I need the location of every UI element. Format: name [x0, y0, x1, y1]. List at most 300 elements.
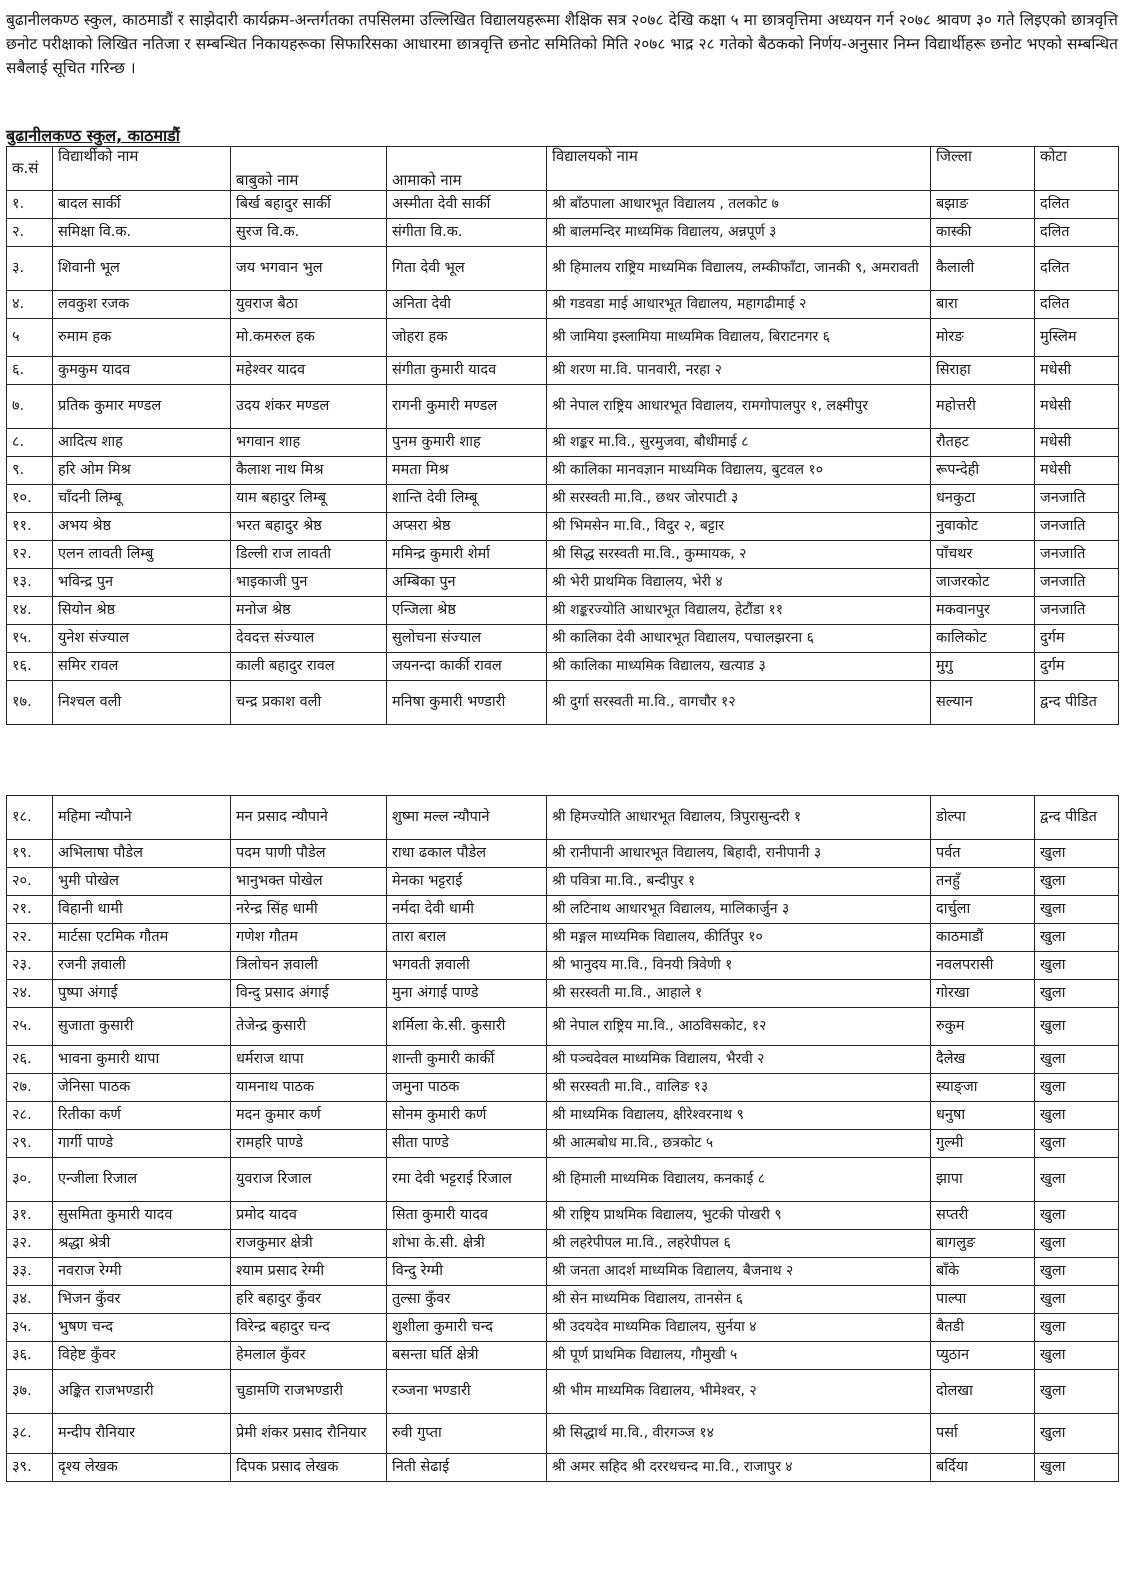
cell-quota: खुला	[1035, 1286, 1119, 1314]
cell-district: बैतडी	[931, 1314, 1035, 1342]
cell-district: रुकुम	[931, 1008, 1035, 1046]
table-row	[7, 569, 1119, 597]
cell-district: बारा	[931, 291, 1035, 319]
cell-mother: शोभा के.सी. क्षेत्री	[387, 1230, 547, 1258]
cell-mother: तुल्सा कुँवर	[387, 1286, 547, 1314]
cell-quota: खुला	[1035, 1046, 1119, 1074]
cell-district: जाजरकोट	[931, 569, 1035, 597]
cell-school: श्री कालिका देवी आधारभूत विद्यालय, पचालझरना ६	[547, 625, 931, 653]
cell-school: श्री जामिया इस्लामिया माध्यमिक विद्यालय, बिराटनगर ६	[547, 319, 931, 357]
cell-district: डोल्पा	[931, 796, 1035, 840]
table-row	[7, 1102, 1119, 1130]
cell-school: श्री हिमाली माध्यमिक विद्यालय, कनकाई ८	[547, 1158, 931, 1202]
header-student: विद्यार्थीको नाम	[53, 147, 231, 191]
cell-sn: ३७.	[7, 1370, 53, 1414]
cell-sn: २४.	[7, 980, 53, 1008]
table-row	[7, 868, 1119, 896]
cell-mother: रञ्जना भण्डारी	[387, 1370, 547, 1414]
cell-student: नवराज रेग्मी	[53, 1258, 231, 1286]
cell-district: तनहुँ	[931, 868, 1035, 896]
table-row	[7, 1202, 1119, 1230]
cell-student: विहानी धामी	[53, 896, 231, 924]
cell-quota: खुला	[1035, 1008, 1119, 1046]
cell-student: रितीका कर्ण	[53, 1102, 231, 1130]
cell-sn: ३५.	[7, 1314, 53, 1342]
cell-district: सिराहा	[931, 357, 1035, 385]
cell-sn: २०.	[7, 868, 53, 896]
cell-sn: ३९.	[7, 1454, 53, 1482]
cell-district: कास्की	[931, 219, 1035, 247]
cell-student: सियोन श्रेष्ठ	[53, 597, 231, 625]
cell-school: श्री सिद्धार्थ मा.वि., वीरगञ्ज १४	[547, 1414, 931, 1454]
cell-father: हेमलाल कुँवर	[231, 1342, 387, 1370]
cell-school: श्री मङ्गल माध्यमिक विद्यालय, कीर्तिपुर १०	[547, 924, 931, 952]
cell-sn: २८.	[7, 1102, 53, 1130]
cell-father: मदन कुमार कर्ण	[231, 1102, 387, 1130]
cell-district: पर्सा	[931, 1414, 1035, 1454]
cell-district: नवलपरासी	[931, 952, 1035, 980]
cell-school: श्री भीम माध्यमिक विद्यालय, भीमेश्वर, २	[547, 1370, 931, 1414]
cell-mother: जयनन्दा कार्की रावल	[387, 653, 547, 681]
cell-district: पर्वत	[931, 840, 1035, 868]
cell-quota: जनजाति	[1035, 597, 1119, 625]
cell-student: भावना कुमारी थापा	[53, 1046, 231, 1074]
header-father: बाबुको नाम	[231, 147, 387, 191]
header-quota: कोटा	[1035, 147, 1119, 191]
cell-quota: खुला	[1035, 1130, 1119, 1158]
cell-school: श्री हिमज्योति आधारभूत विद्यालय, त्रिपुरासुन्दरी १	[547, 796, 931, 840]
cell-school: श्री अमर सहिद श्री दररथचन्द मा.वि., राजापुर ४	[547, 1454, 931, 1482]
cell-quota: मधेसी	[1035, 357, 1119, 385]
cell-father: यामनाथ पाठक	[231, 1074, 387, 1102]
cell-father: चुडामणि राजभण्डारी	[231, 1370, 387, 1414]
cell-quota: खुला	[1035, 1102, 1119, 1130]
cell-father: भाइकाजी पुन	[231, 569, 387, 597]
cell-father: युवराज रिजाल	[231, 1158, 387, 1202]
table-row	[7, 291, 1119, 319]
cell-quota: खुला	[1035, 868, 1119, 896]
cell-district: दार्चुला	[931, 896, 1035, 924]
cell-student: एन्जीला रिजाल	[53, 1158, 231, 1202]
cell-mother: अनिता देवी	[387, 291, 547, 319]
cell-school: श्री दुर्गा सरस्वती मा.वि., वागचौर १२	[547, 681, 931, 725]
cell-father: चन्द्र प्रकाश वली	[231, 681, 387, 725]
cell-school: श्री नेपाल राष्ट्रिय मा.वि., आठविसकोट, १२	[547, 1008, 931, 1046]
cell-sn: ४.	[7, 291, 53, 319]
cell-student: हरि ओम मिश्र	[53, 457, 231, 485]
cell-father: डिल्ली राज लावती	[231, 541, 387, 569]
cell-father: मन प्रसाद न्यौपाने	[231, 796, 387, 840]
cell-quota: खुला	[1035, 1342, 1119, 1370]
table-row	[7, 541, 1119, 569]
cell-mother: शान्ती कुमारी कार्की	[387, 1046, 547, 1074]
cell-district: मकवानपुर	[931, 597, 1035, 625]
cell-sn: २९.	[7, 1130, 53, 1158]
cell-student: गार्गी पाण्डे	[53, 1130, 231, 1158]
cell-district: बागलुङ	[931, 1230, 1035, 1258]
cell-mother: निती सेढाई	[387, 1454, 547, 1482]
cell-father: देवदत्त संज्याल	[231, 625, 387, 653]
cell-sn: ७.	[7, 385, 53, 429]
cell-sn: ११.	[7, 513, 53, 541]
cell-district: धनकुटा	[931, 485, 1035, 513]
cell-district: स्याङ्जा	[931, 1074, 1035, 1102]
cell-district: मुगु	[931, 653, 1035, 681]
cell-mother: अम्बिका पुन	[387, 569, 547, 597]
cell-district: धनुषा	[931, 1102, 1035, 1130]
cell-student: चाँदनी लिम्बू	[53, 485, 231, 513]
cell-quota: खुला	[1035, 1314, 1119, 1342]
cell-sn: १०.	[7, 485, 53, 513]
header-mother: आमाको नाम	[387, 147, 547, 191]
cell-quota: मधेसी	[1035, 385, 1119, 429]
cell-quota: खुला	[1035, 1454, 1119, 1482]
cell-district: कैलाली	[931, 247, 1035, 291]
cell-student: पुष्पा अंगाई	[53, 980, 231, 1008]
cell-district: पाँचथर	[931, 541, 1035, 569]
table-row	[7, 1286, 1119, 1314]
cell-sn: १८.	[7, 796, 53, 840]
cell-father: प्रमोद यादव	[231, 1202, 387, 1230]
cell-sn: १२.	[7, 541, 53, 569]
cell-student: जेनिसा पाठक	[53, 1074, 231, 1102]
cell-school: श्री नेपाल राष्ट्रिय आधारभूत विद्यालय, रामगोपालपुर १, लक्ष्मीपुर	[547, 385, 931, 429]
cell-school: श्री लटिनाथ आधारभूत विद्यालय, मालिकार्जुन ३	[547, 896, 931, 924]
cell-mother: नर्मदा देवी धामी	[387, 896, 547, 924]
cell-school: श्री सरस्वती मा.वि., आहाले १	[547, 980, 931, 1008]
cell-school: श्री रानीपानी आधारभूत विद्यालय, बिहादी, रानीपानी ३	[547, 840, 931, 868]
cell-father: दिपक प्रसाद लेखक	[231, 1454, 387, 1482]
cell-mother: शान्ति देवी लिम्बू	[387, 485, 547, 513]
cell-quota: मधेसी	[1035, 429, 1119, 457]
table-body-part2	[7, 796, 1119, 1482]
cell-mother: अस्मीता देवी सार्की	[387, 191, 547, 219]
table-row	[7, 319, 1119, 357]
table-row	[7, 247, 1119, 291]
cell-sn: ९.	[7, 457, 53, 485]
cell-student: अभिलाषा पौडेल	[53, 840, 231, 868]
cell-quota: दलित	[1035, 219, 1119, 247]
cell-student: आदित्य शाह	[53, 429, 231, 457]
cell-mother: रुवी गुप्ता	[387, 1414, 547, 1454]
cell-student: मार्टसा एटमिक गौतम	[53, 924, 231, 952]
notice-intro: बुढानीलकण्ठ स्कुल, काठमाडौं र साझेदारी कार्यक्रम-अन्तर्गतका तपसिलमा उल्लिखित विद्यालयहरूमा शैक्षिक सत्र २०७८ देखि कक्षा ५ मा छात्रवृत्तिमा अध्ययन गर्न २०७८ श्रावण ३० गते लिइएको छात्रवृत्ति छनोट परीक्षाको लिखित नतिजा र सम्बन्धित निकायहरूका सिफारिसका आधारमा छात्रवृत्ति छनोट समितिको मिति २०७८ भाद्र २८ गतेको बैठकको निर्णय-अनुसार निम्न विद्यार्थीहरू छनोट भएको सम्बन्धित सबैलाई सूचित गरिन्छ ।	[6, 11, 1118, 77]
cell-father: उदय शंकर मण्डल	[231, 385, 387, 429]
cell-school: श्री शङ्कर मा.वि., सुरमुजवा, बौधीमाई ८	[547, 429, 931, 457]
cell-father: तेजेन्द्र कुसारी	[231, 1008, 387, 1046]
cell-father: भरत बहादुर श्रेष्ठ	[231, 513, 387, 541]
table-header-row	[7, 147, 1119, 191]
cell-sn: २१.	[7, 896, 53, 924]
cell-student: युनेश संज्याल	[53, 625, 231, 653]
table-row	[7, 1258, 1119, 1286]
cell-district: बाँके	[931, 1258, 1035, 1286]
table-row	[7, 1342, 1119, 1370]
table-row	[7, 485, 1119, 513]
cell-mother: शुष्मा मल्ल न्यौपाने	[387, 796, 547, 840]
cell-mother: रागनी कुमारी मण्डल	[387, 385, 547, 429]
cell-student: दृश्य लेखक	[53, 1454, 231, 1482]
cell-mother: रमा देवी भट्टराई रिजाल	[387, 1158, 547, 1202]
cell-quota: द्वन्द पीडित	[1035, 796, 1119, 840]
cell-school: श्री सरस्वती मा.वि., छथर जोरपाटी ३	[547, 485, 931, 513]
cell-student: रजनी ज्ञवाली	[53, 952, 231, 980]
cell-father: काली बहादुर रावल	[231, 653, 387, 681]
table-row	[7, 429, 1119, 457]
cell-district: दोलखा	[931, 1370, 1035, 1414]
cell-mother: ममता मिश्र	[387, 457, 547, 485]
cell-father: हरि बहादुर कुँवर	[231, 1286, 387, 1314]
cell-father: विरेन्द्र बहादुर चन्द	[231, 1314, 387, 1342]
table-row	[7, 1454, 1119, 1482]
cell-district: पाल्पा	[931, 1286, 1035, 1314]
cell-student: भुमी पोखेल	[53, 868, 231, 896]
cell-father: प्रेमी शंकर प्रसाद रौनियार	[231, 1414, 387, 1454]
cell-student: समिक्षा वि.क.	[53, 219, 231, 247]
cell-mother: मुना अंगाई पाण्डे	[387, 980, 547, 1008]
cell-quota: खुला	[1035, 1414, 1119, 1454]
cell-quota: खुला	[1035, 924, 1119, 952]
cell-student: अभय श्रेष्ठ	[53, 513, 231, 541]
cell-student: श्रद्धा श्रेत्री	[53, 1230, 231, 1258]
header-sn: क.सं	[7, 147, 53, 191]
cell-student: रुमाम हक	[53, 319, 231, 357]
cell-student: शिवानी भूल	[53, 247, 231, 291]
cell-father: याम बहादुर लिम्बू	[231, 485, 387, 513]
cell-father: युवराज बैठा	[231, 291, 387, 319]
header-school: विद्यालयको नाम	[547, 147, 931, 191]
cell-student: बादल सार्की	[53, 191, 231, 219]
cell-sn: २७.	[7, 1074, 53, 1102]
school-title: बुढानीलकण्ठ स्कुल, काठमाडौं	[6, 126, 180, 145]
cell-school: श्री पूर्ण प्राथमिक विद्यालय, गौमुखी ५	[547, 1342, 931, 1370]
cell-mother: अप्सरा श्रेष्ठ	[387, 513, 547, 541]
cell-district: रूपन्देही	[931, 457, 1035, 485]
cell-district: काठमाडौं	[931, 924, 1035, 952]
cell-school: श्री राष्ट्रिय प्राथमिक विद्यालय, भुटकी पोखरी ९	[547, 1202, 931, 1230]
table-row	[7, 1158, 1119, 1202]
cell-district: मोरङ	[931, 319, 1035, 357]
cell-student: लवकुश रजक	[53, 291, 231, 319]
cell-quota: खुला	[1035, 1370, 1119, 1414]
cell-school: श्री गडवडा माई आधारभूत विद्यालय, महागढीमाई २	[547, 291, 931, 319]
cell-sn: ३६.	[7, 1342, 53, 1370]
cell-student: विहेष्ट कुँवर	[53, 1342, 231, 1370]
cell-father: गणेश गौतम	[231, 924, 387, 952]
cell-school: श्री आत्मबोध मा.वि., छत्रकोट ५	[547, 1130, 931, 1158]
cell-mother: पुनम कुमारी शाह	[387, 429, 547, 457]
cell-mother: जोहरा हक	[387, 319, 547, 357]
cell-school: श्री लहरेपीपल मा.वि., लहरेपीपल ६	[547, 1230, 931, 1258]
cell-school: श्री भेरी प्राथमिक विद्यालय, भेरी ४	[547, 569, 931, 597]
cell-mother: सिता कुमारी यादव	[387, 1202, 547, 1230]
cell-sn: २.	[7, 219, 53, 247]
cell-sn: १३.	[7, 569, 53, 597]
cell-school: श्री हिमालय राष्ट्रिय माध्यमिक विद्यालय, लम्कीफाँटा, जानकी ९, अमरावती	[547, 247, 931, 291]
cell-quota: जनजाति	[1035, 485, 1119, 513]
cell-quota: खुला	[1035, 1258, 1119, 1286]
table-row	[7, 385, 1119, 429]
cell-quota: जनजाति	[1035, 569, 1119, 597]
cell-mother: गिता देवी भूल	[387, 247, 547, 291]
cell-mother: भगवती ज्ञवाली	[387, 952, 547, 980]
cell-father: जय भगवान भुल	[231, 247, 387, 291]
cell-quota: खुला	[1035, 1074, 1119, 1102]
header-district: जिल्ला	[931, 147, 1035, 191]
cell-quota: खुला	[1035, 896, 1119, 924]
table-row	[7, 1230, 1119, 1258]
cell-quota: द्वन्द पीडित	[1035, 681, 1119, 725]
cell-quota: खुला	[1035, 1202, 1119, 1230]
cell-quota: खुला	[1035, 840, 1119, 868]
cell-sn: १७.	[7, 681, 53, 725]
cell-sn: २६.	[7, 1046, 53, 1074]
cell-student: एलन लावती लिम्बु	[53, 541, 231, 569]
cell-quota: दुर्गम	[1035, 625, 1119, 653]
cell-district: रौतहट	[931, 429, 1035, 457]
table-row	[7, 896, 1119, 924]
cell-quota: खुला	[1035, 980, 1119, 1008]
cell-father: भानुभक्त पोखेल	[231, 868, 387, 896]
table-row	[7, 1008, 1119, 1046]
cell-school: श्री बालमन्दिर माध्यमिक विद्यालय, अन्नपूर्ण ३	[547, 219, 931, 247]
cell-father: रामहरि पाण्डे	[231, 1130, 387, 1158]
cell-student: सुजाता कुसारी	[53, 1008, 231, 1046]
cell-student: महिमा न्यौपाने	[53, 796, 231, 840]
cell-mother: संगीता कुमारी यादव	[387, 357, 547, 385]
cell-sn: ३३.	[7, 1258, 53, 1286]
cell-mother: तारा बराल	[387, 924, 547, 952]
cell-father: पदम पाणी पौडेल	[231, 840, 387, 868]
cell-district: महोत्तरी	[931, 385, 1035, 429]
table-body-part1	[7, 191, 1119, 725]
cell-school: श्री बाँठपाला आधारभूत विद्यालय , तलकोट ७	[547, 191, 931, 219]
cell-district: बझाङ	[931, 191, 1035, 219]
cell-father: बिर्ख बहादुर सार्की	[231, 191, 387, 219]
cell-sn: ५	[7, 319, 53, 357]
cell-sn: ३२.	[7, 1230, 53, 1258]
cell-sn: ३१.	[7, 1202, 53, 1230]
cell-sn: १९.	[7, 840, 53, 868]
cell-district: दैलेख	[931, 1046, 1035, 1074]
cell-quota: जनजाति	[1035, 541, 1119, 569]
cell-student: भुषण चन्द	[53, 1314, 231, 1342]
cell-father: मो.कमरुल हक	[231, 319, 387, 357]
cell-quota: दुर्गम	[1035, 653, 1119, 681]
table-row	[7, 357, 1119, 385]
cell-father: नरेन्द्र सिंह धामी	[231, 896, 387, 924]
cell-mother: सोनम कुमारी कर्ण	[387, 1102, 547, 1130]
table-row	[7, 1074, 1119, 1102]
table-row	[7, 840, 1119, 868]
cell-sn: ८.	[7, 429, 53, 457]
cell-mother: जमुना पाठक	[387, 1074, 547, 1102]
cell-school: श्री कालिका मानवज्ञान माध्यमिक विद्यालय, बुटवल १०	[547, 457, 931, 485]
cell-sn: २२.	[7, 924, 53, 952]
cell-father: धर्मराज थापा	[231, 1046, 387, 1074]
cell-quota: जनजाति	[1035, 513, 1119, 541]
cell-district: कालिकोट	[931, 625, 1035, 653]
cell-father: विन्दु प्रसाद अंगाई	[231, 980, 387, 1008]
cell-sn: १४.	[7, 597, 53, 625]
table-row	[7, 1370, 1119, 1414]
cell-student: भिजन कुँवर	[53, 1286, 231, 1314]
cell-district: प्युठान	[931, 1342, 1035, 1370]
table-row	[7, 191, 1119, 219]
cell-student: अङ्कित राजभण्डारी	[53, 1370, 231, 1414]
cell-student: कुमकुम यादव	[53, 357, 231, 385]
table-row	[7, 980, 1119, 1008]
table-row	[7, 681, 1119, 725]
cell-quota: दलित	[1035, 191, 1119, 219]
cell-father: कैलाश नाथ मिश्र	[231, 457, 387, 485]
cell-mother: शर्मिला के.सी. कुसारी	[387, 1008, 547, 1046]
cell-student: प्रतिक कुमार मण्डल	[53, 385, 231, 429]
cell-district: नुवाकोट	[931, 513, 1035, 541]
cell-district: गोरखा	[931, 980, 1035, 1008]
cell-mother: ममिन्द्र कुमारी शेर्मा	[387, 541, 547, 569]
cell-quota: दलित	[1035, 247, 1119, 291]
table-row	[7, 597, 1119, 625]
cell-mother: बसन्ता घर्ति क्षेत्री	[387, 1342, 547, 1370]
cell-student: भविन्द्र पुन	[53, 569, 231, 597]
table-row	[7, 457, 1119, 485]
cell-quota: दलित	[1035, 291, 1119, 319]
cell-sn: २३.	[7, 952, 53, 980]
table-row	[7, 1414, 1119, 1454]
cell-mother: विन्दु रेग्मी	[387, 1258, 547, 1286]
cell-school: श्री कालिका माध्यमिक विद्यालय, खत्याड ३	[547, 653, 931, 681]
cell-school: श्री शङ्करज्योति आधारभूत विद्यालय, हेटौंडा ११	[547, 597, 931, 625]
cell-student: मन्दीप रौनियार	[53, 1414, 231, 1454]
cell-student: सुसमिता कुमारी यादव	[53, 1202, 231, 1230]
cell-father: मनोज श्रेष्ठ	[231, 597, 387, 625]
cell-district: सप्तरी	[931, 1202, 1035, 1230]
cell-quota: खुला	[1035, 1158, 1119, 1202]
cell-district: बर्दिया	[931, 1454, 1035, 1482]
cell-student: समिर रावल	[53, 653, 231, 681]
cell-mother: मनिषा कुमारी भण्डारी	[387, 681, 547, 725]
table-row	[7, 219, 1119, 247]
cell-father: श्याम प्रसाद रेग्मी	[231, 1258, 387, 1286]
cell-district: सल्यान	[931, 681, 1035, 725]
table-row	[7, 625, 1119, 653]
cell-mother: सीता पाण्डे	[387, 1130, 547, 1158]
table-row	[7, 952, 1119, 980]
cell-quota: खुला	[1035, 1230, 1119, 1258]
cell-school: श्री जनता आदर्श माध्यमिक विद्यालय, बैजनाथ २	[547, 1258, 931, 1286]
cell-district: झापा	[931, 1158, 1035, 1202]
cell-sn: ३.	[7, 247, 53, 291]
cell-mother: राधा ढकाल पौडेल	[387, 840, 547, 868]
cell-student: निश्चल वली	[53, 681, 231, 725]
cell-sn: १.	[7, 191, 53, 219]
cell-school: श्री शरण मा.वि. पानवारी, नरहा २	[547, 357, 931, 385]
cell-quota: मुस्लिम	[1035, 319, 1119, 357]
cell-sn: ३४.	[7, 1286, 53, 1314]
table-row	[7, 924, 1119, 952]
scholarship-table-part2	[6, 795, 1119, 1482]
cell-father: भगवान शाह	[231, 429, 387, 457]
cell-school: श्री भिमसेन मा.वि., विदुर २, बट्टार	[547, 513, 931, 541]
cell-sn: १६.	[7, 653, 53, 681]
cell-school: श्री पवित्रा मा.वि., बन्दीपुर १	[547, 868, 931, 896]
cell-quota: मधेसी	[1035, 457, 1119, 485]
cell-mother: संगीता वि.क.	[387, 219, 547, 247]
cell-school: श्री सेन माध्यमिक विद्यालय, तानसेन ६	[547, 1286, 931, 1314]
cell-district: गुल्मी	[931, 1130, 1035, 1158]
cell-school: श्री सरस्वती मा.वि., वालिङ १३	[547, 1074, 931, 1102]
